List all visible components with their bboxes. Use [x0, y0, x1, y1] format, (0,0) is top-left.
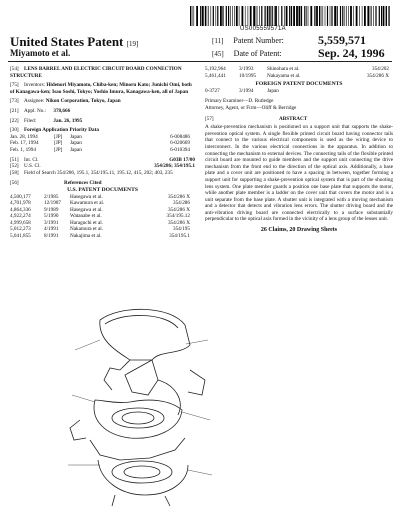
left-column	[10, 66, 195, 240]
filed-field: [22] Filed: Jan. 26, 1995	[10, 117, 83, 124]
reference-row: 5,012,273 4/1991 Nakamura et al. 354/195	[10, 226, 190, 233]
header-divider	[8, 61, 392, 62]
reference-row: 4,864,336 9/1989 Hasegawa et al. 354/286 X	[10, 206, 190, 213]
abstract-heading: [57] ABSTRACT	[205, 115, 308, 122]
search-field: [58] Field of Search 354/286, 195.1, 354/195.11, 195.12, 415, 202; 403, 235	[10, 169, 173, 176]
foreign-doc-row: 0-3727 3/1994 Japan	[205, 87, 279, 94]
inventors-field: [75] Inventors: Hidenori Miyamoto, Chiba-ken; Minoru Kato; Junichi Omi, both of Kanagawa-ken; Isao Soshi, Tokyo; Yoshio Imura, Kanagawa-ken, all of Japan	[10, 82, 192, 95]
primary-examiner: Primary Examiner—D. Rutledge	[205, 98, 274, 105]
foreign-priority-row: Feb. 1, 1994 [JP] Japan 6-010394	[10, 146, 190, 153]
patent-drawing-figure	[60, 300, 220, 510]
int-cl-field: [51] Int. Cl. G03B 17/00	[10, 156, 195, 163]
foreign-priority-list	[10, 134, 195, 154]
us-cl-field: [52] U.S. Cl. 354/286; 354/195.1	[10, 163, 195, 170]
us-patent-docs-heading: U.S. PATENT DOCUMENTS	[67, 186, 138, 193]
refs-list	[10, 194, 195, 240]
title-field: [54] LENS BARREL AND ELECTRIC CIRCUIT BOARD CONNECTION STRUCTURE	[10, 66, 182, 79]
patent-number-row: [11] Patent Number:	[212, 36, 284, 45]
reference-row: 4,922,274 5/1990 Watanabe et al. 354/195.12	[10, 213, 190, 220]
reference-row: 5,041,855 8/1991 Nakajima et al. 354/195.1	[10, 233, 190, 240]
reference-row: 5,461,441 10/1995 Nakayama et al. 354/286 X	[205, 72, 389, 79]
foreign-docs-heading: FOREIGN PATENT DOCUMENTS	[255, 81, 343, 88]
barcode-image	[190, 6, 390, 26]
foreign-priority-row: Jan. 28, 1994 [JP] Japan 6-008486	[10, 133, 190, 140]
reference-row: 4,999,658 3/1991 Haraguchi et al. 354/286 X	[10, 219, 190, 226]
assignee-field: [73] Assignee: Nikon Corporation, Tokyo, Japan	[10, 98, 121, 105]
right-column	[205, 66, 393, 234]
country-code: [19]	[126, 40, 139, 48]
attorney: Attorney, Agent, or Firm—Oliff & Berridge	[205, 104, 297, 111]
appl-field: [21] Appl. No.: 378,666	[10, 107, 71, 114]
date-row: [45] Date of Patent:	[212, 49, 282, 58]
foreign-priority-heading: [30] Foreign Application Priority Data	[10, 127, 99, 134]
patent-date: Sep. 24, 1996	[318, 46, 385, 60]
refs-heading: [56] References Cited	[10, 180, 102, 187]
authors: Miyamoto et al.	[10, 48, 71, 58]
barcode-number: US005559571A	[240, 26, 286, 32]
reference-row: 5,192,964 3/1993 Shinohara et al. 354/202	[205, 66, 389, 72]
refs-list-continued	[205, 66, 393, 79]
patent-number: 5,559,571	[318, 33, 366, 47]
foreign-docs-list	[205, 88, 393, 95]
abstract-text: A shake-prevention mechanism is positioned on a support unit that supports the shake-prevention optical system. A single flexible printed circuit board having connector tails that connect to the various electrical components is used as the wiring device to interconnect. In the various electrical connections in the apparatus. In addition to connecting the mechanism to external devices. The connecting tails of the flexible printed circuit board are mounted to guide members and the support unit connecting the drive mechanism from the front end to the direction of the optical axis. Additionally, a base plate and a cover unit are positioned to have a spacing in between, together forming a support unit for supporting a shake-prevention optical system that is part of the shooting lens system. One plate member guards a position one base plate that supports the motor, while another plate member is a ladder on the cover unit that covers the motor and is a unit separate from the base plate. A shutter unit is integrated with a moving mechanism and a detector that detects and vibration lens errors. The shutter driving board and the anti-vibration driving board are connected electrically to a surface substantially perpendicular to the optical axis formed in the vicinity of a lens group of the lenses unit.	[205, 124, 393, 223]
reference-row: 4,701,978 12/1987 Kawamura et al. 354/286	[10, 200, 190, 207]
country-title: United States Patent [19]	[10, 34, 139, 49]
reference-row: 4,500,177 2/1985 Hasegawa et al. 354/286 X	[10, 193, 190, 200]
foreign-priority-row: Feb. 17, 1994 [JP] Japan 6-020669	[10, 140, 190, 147]
claims-line: 26 Claims, 20 Drawing Sheets	[260, 227, 338, 234]
